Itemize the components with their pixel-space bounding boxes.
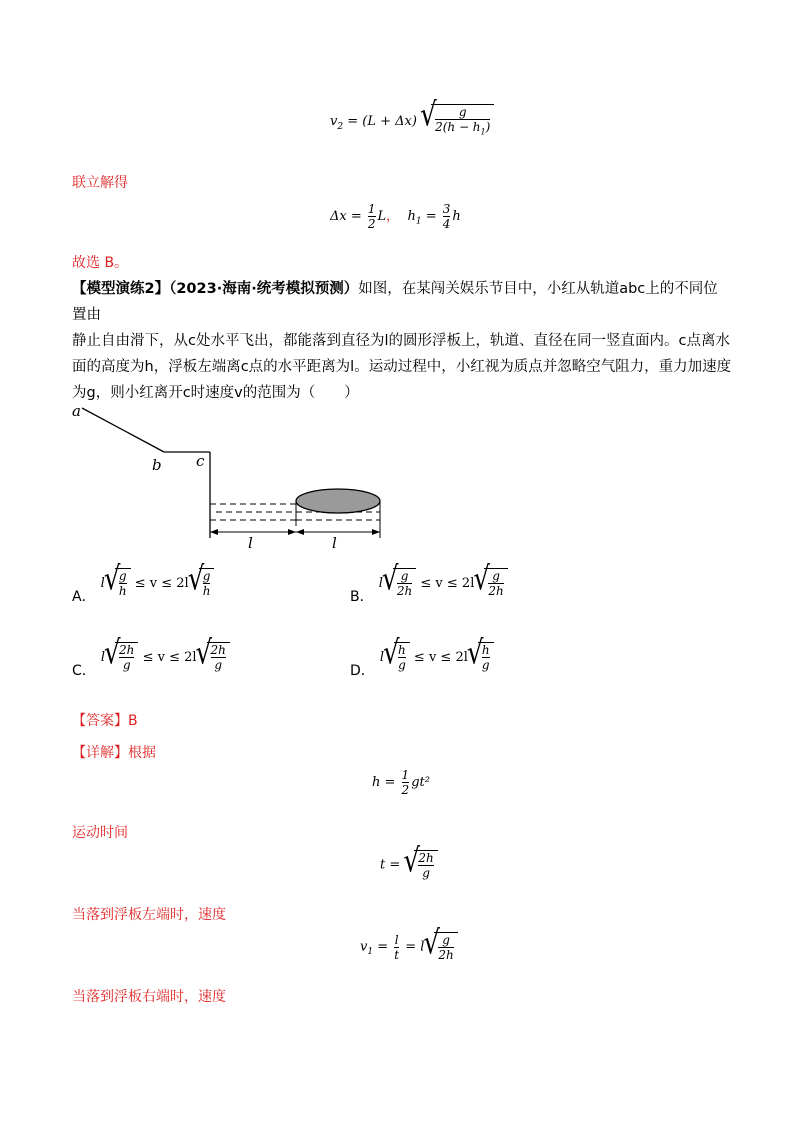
label-a: a <box>72 402 81 420</box>
solve-label: 联立解得 <box>72 175 128 191</box>
option-b[interactable]: B． l √ $\frac{g}{2h}$ ≤ v ≤ 2l √ $\frac{g}{2h}$ <box>350 568 508 598</box>
track-diagram <box>60 398 400 548</box>
label-c: c <box>196 452 205 470</box>
answer: 【答案】B <box>72 713 138 729</box>
formula-h: h = $\frac{1}{2}$ gt² <box>372 768 430 797</box>
problem-tag: 【模型演练2】 <box>72 281 170 297</box>
detail-label: 【详解】根据 <box>72 745 156 761</box>
right-end-label: 当落到浮板右端时，速度 <box>72 989 226 1005</box>
formula-v2: $v_2 = (L + \Delta x)$ √ $\frac{g}{2(h - h_1)}$ <box>330 104 494 139</box>
problem-text: 【模型演练2】（2023·海南·统考模拟预测）如图，在某闯关娱乐节目中，小红从轨道abc上的不同位置由 静止自由滑下，从c处水平飞出，都能落到直径为l的圆形浮板上，轨道、直径在同一竖直面内。c点离水 面的高度为h，浮板左端离c点的水平距离为l。运动过程中，小红视为质点并忽略空气阻力，重力加速度 为g，则小红离开c时速度v的范围为（ ） <box>72 281 732 401</box>
dim-arrow-1a <box>210 529 218 535</box>
float-board <box>296 489 380 513</box>
track-slope <box>82 408 164 452</box>
label-b: b <box>152 456 162 474</box>
label-l2: l <box>332 534 337 548</box>
motion-time-label: 运动时间 <box>72 825 128 841</box>
formula-v1: $v_1$ = $\frac{l}{t}$ = l √ $\frac{g}{2h}$ <box>360 932 458 962</box>
left-end-label: 当落到浮板左端时，速度 <box>72 907 226 923</box>
dim-arrow-2a <box>296 529 304 535</box>
problem-source: （2023·海南·统考模拟预测） <box>169 281 359 297</box>
dim-arrow-2b <box>372 529 380 535</box>
choose-text: 故选 B。 <box>72 255 129 271</box>
option-c[interactable]: C． l √ $\frac{2h}{g}$ ≤ v ≤ 2l √ $\frac{2h}{g}$ <box>72 642 230 672</box>
label-l1: l <box>248 534 253 548</box>
dim-arrow-1b <box>288 529 296 535</box>
formula-result: Δx = $\frac{1}{2}$ L， $h_1$ = $\frac{3}{4}$ h <box>330 202 461 231</box>
option-d[interactable]: D． l √ $\frac{h}{g}$ ≤ v ≤ 2l √ $\frac{h}{g}$ <box>350 642 494 672</box>
option-a[interactable]: A． l √ $\frac{g}{h}$ ≤ v ≤ 2l √ $\frac{g}{h}$ <box>72 568 214 598</box>
formula-t: t = √ $\frac{2h}{g}$ <box>380 850 438 880</box>
